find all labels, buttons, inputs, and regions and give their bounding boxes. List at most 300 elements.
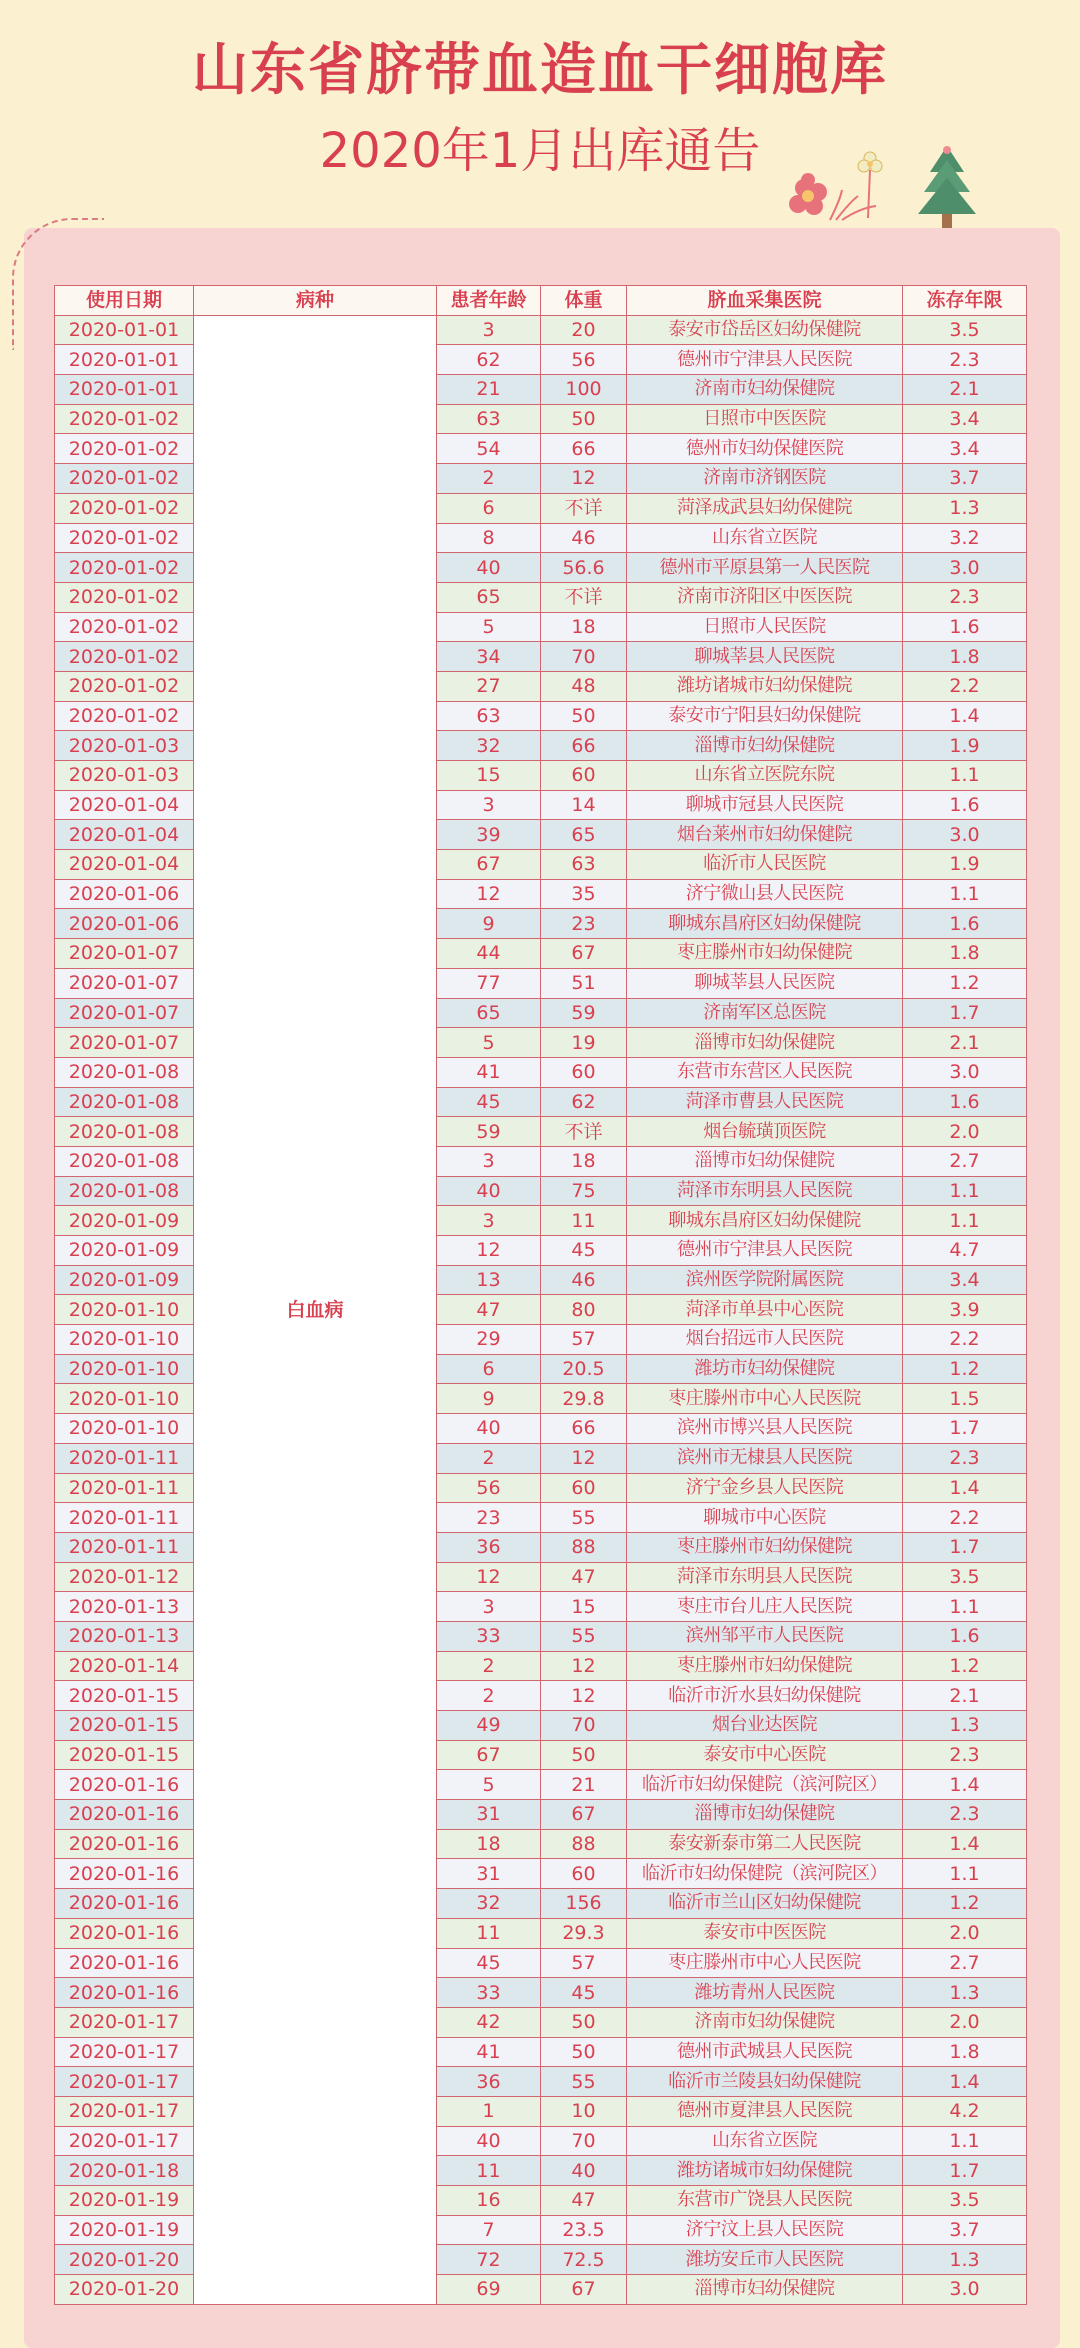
cell-date: 2020-01-16: [55, 1800, 194, 1830]
cell-storage-years: 1.7: [903, 1532, 1027, 1562]
cell-weight: 66: [541, 731, 627, 761]
cell-date: 2020-01-17: [55, 2037, 194, 2067]
cell-weight: 10: [541, 2096, 627, 2126]
cell-hospital: 聊城市中心医院: [627, 1503, 903, 1533]
cell-storage-years: 1.9: [903, 850, 1027, 880]
cell-weight: 45: [541, 1236, 627, 1266]
cell-date: 2020-01-01: [55, 315, 194, 345]
cell-date: 2020-01-02: [55, 671, 194, 701]
cell-age: 3: [437, 1146, 541, 1176]
cell-hospital: 菏泽成武县妇幼保健院: [627, 493, 903, 523]
cell-age: 21: [437, 375, 541, 405]
cell-hospital: 德州市平原县第一人民医院: [627, 553, 903, 583]
cell-storage-years: 3.4: [903, 434, 1027, 464]
cell-weight: 72.5: [541, 2245, 627, 2275]
cell-age: 31: [437, 1800, 541, 1830]
cell-weight: 156: [541, 1889, 627, 1919]
cell-storage-years: 2.1: [903, 375, 1027, 405]
cell-age: 72: [437, 2245, 541, 2275]
cell-hospital: 济宁金乡县人民医院: [627, 1473, 903, 1503]
cell-storage-years: 3.5: [903, 2186, 1027, 2216]
cell-storage-years: 2.0: [903, 2007, 1027, 2037]
cell-weight: 47: [541, 2186, 627, 2216]
cell-storage-years: 1.5: [903, 1384, 1027, 1414]
cell-storage-years: 2.2: [903, 1325, 1027, 1355]
cell-weight: 20: [541, 315, 627, 345]
cell-storage-years: 2.2: [903, 1503, 1027, 1533]
cell-storage-years: 1.2: [903, 1651, 1027, 1681]
cell-weight: 57: [541, 1948, 627, 1978]
cell-age: 33: [437, 1621, 541, 1651]
cell-date: 2020-01-15: [55, 1740, 194, 1770]
cell-age: 40: [437, 1176, 541, 1206]
cell-hospital: 枣庄市台儿庄人民医院: [627, 1592, 903, 1622]
cell-age: 3: [437, 315, 541, 345]
cell-date: 2020-01-02: [55, 553, 194, 583]
cell-age: 9: [437, 1384, 541, 1414]
cell-date: 2020-01-10: [55, 1354, 194, 1384]
cell-date: 2020-01-07: [55, 1028, 194, 1058]
cell-date: 2020-01-02: [55, 582, 194, 612]
cell-hospital: 临沂市妇幼保健院（滨河院区）: [627, 1770, 903, 1800]
cell-date: 2020-01-02: [55, 434, 194, 464]
cell-hospital: 烟台毓璜顶医院: [627, 1117, 903, 1147]
cell-hospital: 日照市中医医院: [627, 404, 903, 434]
cell-date: 2020-01-16: [55, 1918, 194, 1948]
cell-hospital: 淄博市妇幼保健院: [627, 2275, 903, 2305]
cell-date: 2020-01-02: [55, 523, 194, 553]
cell-hospital: 东营市东营区人民医院: [627, 1057, 903, 1087]
cell-storage-years: 1.8: [903, 642, 1027, 672]
cell-hospital: 聊城市冠县人民医院: [627, 790, 903, 820]
cell-age: 32: [437, 1889, 541, 1919]
cell-storage-years: 1.1: [903, 1176, 1027, 1206]
cell-age: 34: [437, 642, 541, 672]
cell-date: 2020-01-09: [55, 1265, 194, 1295]
cell-date: 2020-01-08: [55, 1176, 194, 1206]
cell-weight: 48: [541, 671, 627, 701]
cell-age: 29: [437, 1325, 541, 1355]
cell-age: 23: [437, 1503, 541, 1533]
cell-weight: 67: [541, 939, 627, 969]
cell-hospital: 山东省立医院: [627, 2126, 903, 2156]
cell-date: 2020-01-02: [55, 612, 194, 642]
cell-weight: 23.5: [541, 2215, 627, 2245]
cell-storage-years: 3.4: [903, 1265, 1027, 1295]
cell-hospital: 淄博市妇幼保健院: [627, 1028, 903, 1058]
cell-date: 2020-01-10: [55, 1325, 194, 1355]
cell-hospital: 济南市妇幼保健院: [627, 2007, 903, 2037]
cell-hospital: 日照市人民医院: [627, 612, 903, 642]
cell-age: 56: [437, 1473, 541, 1503]
cell-date: 2020-01-11: [55, 1473, 194, 1503]
cell-hospital: 德州市宁津县人民医院: [627, 345, 903, 375]
cell-age: 45: [437, 1087, 541, 1117]
cell-storage-years: 1.8: [903, 2037, 1027, 2067]
cell-date: 2020-01-04: [55, 850, 194, 880]
cell-age: 3: [437, 1592, 541, 1622]
cell-age: 16: [437, 2186, 541, 2216]
cell-hospital: 聊城莘县人民医院: [627, 968, 903, 998]
cell-storage-years: 1.4: [903, 2067, 1027, 2097]
cell-date: 2020-01-03: [55, 731, 194, 761]
cell-weight: 50: [541, 404, 627, 434]
cell-age: 63: [437, 404, 541, 434]
cell-hospital: 临沂市人民医院: [627, 850, 903, 880]
cell-weight: 12: [541, 464, 627, 494]
cell-weight: 50: [541, 2007, 627, 2037]
cell-weight: 60: [541, 1057, 627, 1087]
cell-age: 69: [437, 2275, 541, 2305]
cell-date: 2020-01-10: [55, 1295, 194, 1325]
cell-storage-years: 1.7: [903, 998, 1027, 1028]
table-row: [55, 315, 1027, 345]
cell-date: 2020-01-12: [55, 1562, 194, 1592]
cell-hospital: 泰安市中心医院: [627, 1740, 903, 1770]
cell-age: 65: [437, 582, 541, 612]
cell-age: 45: [437, 1948, 541, 1978]
cell-storage-years: 2.3: [903, 1740, 1027, 1770]
page-title: 山东省脐带血造血干细胞库: [192, 38, 888, 103]
cell-hospital: 滨州邹平市人民医院: [627, 1621, 903, 1651]
cell-storage-years: 1.9: [903, 731, 1027, 761]
cell-date: 2020-01-08: [55, 1087, 194, 1117]
cell-weight: 51: [541, 968, 627, 998]
cell-hospital: 临沂市妇幼保健院（滨河院区）: [627, 1859, 903, 1889]
cell-weight: 60: [541, 1473, 627, 1503]
cell-storage-years: 1.1: [903, 761, 1027, 791]
cell-hospital: 潍坊安丘市人民医院: [627, 2245, 903, 2275]
cell-hospital: 泰安市中医医院: [627, 1918, 903, 1948]
cell-storage-years: 2.3: [903, 345, 1027, 375]
cell-hospital: 聊城莘县人民医院: [627, 642, 903, 672]
cell-storage-years: 1.1: [903, 2126, 1027, 2156]
cell-age: 6: [437, 493, 541, 523]
cell-hospital: 枣庄滕州市妇幼保健院: [627, 1532, 903, 1562]
cell-age: 44: [437, 939, 541, 969]
cell-date: 2020-01-06: [55, 909, 194, 939]
cell-storage-years: 3.7: [903, 2215, 1027, 2245]
table-header-row: [55, 286, 1027, 316]
cell-storage-years: 3.7: [903, 464, 1027, 494]
cell-weight: 不详: [541, 582, 627, 612]
cell-hospital: 潍坊诸城市妇幼保健院: [627, 2156, 903, 2186]
cell-hospital: 山东省立医院: [627, 523, 903, 553]
cell-date: 2020-01-15: [55, 1681, 194, 1711]
cell-age: 12: [437, 1236, 541, 1266]
cell-age: 47: [437, 1295, 541, 1325]
cell-weight: 56.6: [541, 553, 627, 583]
cell-date: 2020-01-08: [55, 1117, 194, 1147]
cell-age: 59: [437, 1117, 541, 1147]
cell-age: 36: [437, 1532, 541, 1562]
cell-age: 41: [437, 2037, 541, 2067]
cell-hospital: 山东省立医院东院: [627, 761, 903, 791]
outbound-table: [54, 285, 1027, 2305]
cell-age: 67: [437, 1740, 541, 1770]
cell-weight: 55: [541, 2067, 627, 2097]
cell-age: 41: [437, 1057, 541, 1087]
cell-weight: 47: [541, 1562, 627, 1592]
cell-date: 2020-01-11: [55, 1532, 194, 1562]
cell-hospital: 淄博市妇幼保健院: [627, 1800, 903, 1830]
cell-hospital: 东营市广饶县人民医院: [627, 2186, 903, 2216]
cell-weight: 66: [541, 1414, 627, 1444]
cell-storage-years: 3.5: [903, 315, 1027, 345]
cell-date: 2020-01-13: [55, 1592, 194, 1622]
cell-age: 5: [437, 1770, 541, 1800]
cell-hospital: 枣庄滕州市妇幼保健院: [627, 1651, 903, 1681]
cell-weight: 11: [541, 1206, 627, 1236]
cell-hospital: 滨州医学院附属医院: [627, 1265, 903, 1295]
cell-hospital: 枣庄滕州市中心人民医院: [627, 1948, 903, 1978]
cell-age: 32: [437, 731, 541, 761]
cell-weight: 12: [541, 1651, 627, 1681]
cell-storage-years: 1.7: [903, 1414, 1027, 1444]
cell-disease: 白血病: [194, 315, 437, 2304]
cell-date: 2020-01-20: [55, 2275, 194, 2305]
page-subtitle: 2020年1月出库通告: [319, 123, 761, 179]
cell-age: 6: [437, 1354, 541, 1384]
cell-storage-years: 1.3: [903, 1711, 1027, 1741]
cell-date: 2020-01-07: [55, 939, 194, 969]
cell-date: 2020-01-02: [55, 493, 194, 523]
cell-storage-years: 1.7: [903, 2156, 1027, 2186]
cell-date: 2020-01-02: [55, 701, 194, 731]
cell-hospital: 泰安市宁阳县妇幼保健院: [627, 701, 903, 731]
cell-date: 2020-01-17: [55, 2007, 194, 2037]
cell-age: 1: [437, 2096, 541, 2126]
cell-weight: 50: [541, 2037, 627, 2067]
cell-storage-years: 1.4: [903, 1770, 1027, 1800]
cell-weight: 35: [541, 879, 627, 909]
cell-hospital: 枣庄滕州市中心人民医院: [627, 1384, 903, 1414]
cell-storage-years: 3.5: [903, 1562, 1027, 1592]
cell-weight: 15: [541, 1592, 627, 1622]
cell-weight: 70: [541, 2126, 627, 2156]
cell-hospital: 聊城东昌府区妇幼保健院: [627, 1206, 903, 1236]
cell-hospital: 临沂市兰山区妇幼保健院: [627, 1889, 903, 1919]
cell-weight: 19: [541, 1028, 627, 1058]
cell-storage-years: 1.6: [903, 909, 1027, 939]
cell-weight: 不详: [541, 1117, 627, 1147]
cell-age: 12: [437, 879, 541, 909]
cell-weight: 59: [541, 998, 627, 1028]
cell-age: 13: [437, 1265, 541, 1295]
cell-age: 18: [437, 1829, 541, 1859]
cell-hospital: 聊城东昌府区妇幼保健院: [627, 909, 903, 939]
cell-hospital: 济南军区总医院: [627, 998, 903, 1028]
cell-weight: 46: [541, 523, 627, 553]
cell-date: 2020-01-09: [55, 1206, 194, 1236]
cell-hospital: 德州市夏津县人民医院: [627, 2096, 903, 2126]
cell-age: 2: [437, 1443, 541, 1473]
cell-age: 54: [437, 434, 541, 464]
cell-date: 2020-01-19: [55, 2215, 194, 2245]
cell-storage-years: 4.7: [903, 1236, 1027, 1266]
cell-weight: 14: [541, 790, 627, 820]
cell-weight: 67: [541, 1800, 627, 1830]
cell-date: 2020-01-07: [55, 998, 194, 1028]
cell-weight: 46: [541, 1265, 627, 1295]
cell-date: 2020-01-16: [55, 1978, 194, 2008]
cell-age: 3: [437, 790, 541, 820]
cell-weight: 29.8: [541, 1384, 627, 1414]
cell-weight: 29.3: [541, 1918, 627, 1948]
cell-weight: 65: [541, 820, 627, 850]
cell-storage-years: 2.3: [903, 582, 1027, 612]
cell-storage-years: 3.0: [903, 553, 1027, 583]
cell-age: 27: [437, 671, 541, 701]
cell-weight: 56: [541, 345, 627, 375]
cell-hospital: 德州市武城县人民医院: [627, 2037, 903, 2067]
cell-age: 40: [437, 2126, 541, 2156]
cell-hospital: 淄博市妇幼保健院: [627, 731, 903, 761]
cell-storage-years: 1.3: [903, 2245, 1027, 2275]
cell-date: 2020-01-02: [55, 464, 194, 494]
cell-storage-years: 1.1: [903, 1206, 1027, 1236]
cell-date: 2020-01-02: [55, 404, 194, 434]
cell-age: 5: [437, 1028, 541, 1058]
cell-hospital: 枣庄滕州市妇幼保健院: [627, 939, 903, 969]
cell-hospital: 菏泽市单县中心医院: [627, 1295, 903, 1325]
cell-storage-years: 3.0: [903, 1057, 1027, 1087]
cell-age: 15: [437, 761, 541, 791]
cell-hospital: 烟台业达医院: [627, 1711, 903, 1741]
cell-date: 2020-01-17: [55, 2067, 194, 2097]
col-header-weight: 体重: [541, 286, 627, 316]
cell-hospital: 临沂市沂水县妇幼保健院: [627, 1681, 903, 1711]
cell-hospital: 济南市妇幼保健院: [627, 375, 903, 405]
cell-storage-years: 1.4: [903, 1829, 1027, 1859]
cell-storage-years: 2.0: [903, 1117, 1027, 1147]
cell-storage-years: 1.6: [903, 612, 1027, 642]
cell-date: 2020-01-09: [55, 1236, 194, 1266]
cell-date: 2020-01-16: [55, 1889, 194, 1919]
cell-age: 40: [437, 1414, 541, 1444]
cell-weight: 75: [541, 1176, 627, 1206]
cell-hospital: 菏泽市东明县人民医院: [627, 1562, 903, 1592]
col-header-disease: 病种: [194, 286, 437, 316]
cell-age: 40: [437, 553, 541, 583]
col-header-age: 患者年龄: [437, 286, 541, 316]
cell-hospital: 菏泽市曹县人民医院: [627, 1087, 903, 1117]
cell-age: 62: [437, 345, 541, 375]
col-header-storage-years: 冻存年限: [903, 286, 1027, 316]
cell-date: 2020-01-18: [55, 2156, 194, 2186]
cell-date: 2020-01-07: [55, 968, 194, 998]
cell-storage-years: 1.6: [903, 790, 1027, 820]
cell-storage-years: 1.3: [903, 1978, 1027, 2008]
cell-age: 2: [437, 1681, 541, 1711]
cell-hospital: 潍坊诸城市妇幼保健院: [627, 671, 903, 701]
cell-age: 63: [437, 701, 541, 731]
cell-weight: 57: [541, 1325, 627, 1355]
cell-date: 2020-01-16: [55, 1770, 194, 1800]
cell-weight: 80: [541, 1295, 627, 1325]
cell-weight: 12: [541, 1443, 627, 1473]
flower-decoration-icon: [780, 140, 890, 230]
cell-hospital: 济南市济阳区中医医院: [627, 582, 903, 612]
cell-hospital: 临沂市兰陵县妇幼保健院: [627, 2067, 903, 2097]
cell-weight: 12: [541, 1681, 627, 1711]
cell-hospital: 泰安市岱岳区妇幼保健院: [627, 315, 903, 345]
cell-date: 2020-01-20: [55, 2245, 194, 2275]
cell-age: 9: [437, 909, 541, 939]
cell-hospital: 菏泽市东明县人民医院: [627, 1176, 903, 1206]
cell-age: 33: [437, 1978, 541, 2008]
col-header-date: 使用日期: [55, 286, 194, 316]
cell-date: 2020-01-13: [55, 1621, 194, 1651]
cell-hospital: 德州市妇幼保健医院: [627, 434, 903, 464]
cell-weight: 不详: [541, 493, 627, 523]
cell-storage-years: 1.1: [903, 1592, 1027, 1622]
cell-storage-years: 1.6: [903, 1621, 1027, 1651]
cell-storage-years: 2.2: [903, 671, 1027, 701]
cell-date: 2020-01-08: [55, 1057, 194, 1087]
cell-age: 3: [437, 1206, 541, 1236]
cell-weight: 18: [541, 612, 627, 642]
cell-storage-years: 2.7: [903, 1146, 1027, 1176]
cell-age: 12: [437, 1562, 541, 1592]
cell-date: 2020-01-11: [55, 1443, 194, 1473]
cell-age: 49: [437, 1711, 541, 1741]
cell-hospital: 滨州市博兴县人民医院: [627, 1414, 903, 1444]
cell-age: 39: [437, 820, 541, 850]
cell-age: 36: [437, 2067, 541, 2097]
cell-storage-years: 1.1: [903, 1859, 1027, 1889]
cell-hospital: 济宁汶上县人民医院: [627, 2215, 903, 2245]
cell-date: 2020-01-06: [55, 879, 194, 909]
cell-weight: 67: [541, 2275, 627, 2305]
cell-age: 7: [437, 2215, 541, 2245]
cell-weight: 55: [541, 1621, 627, 1651]
cell-storage-years: 3.2: [903, 523, 1027, 553]
col-header-hospital: 脐血采集医院: [627, 286, 903, 316]
cell-hospital: 滨州市无棣县人民医院: [627, 1443, 903, 1473]
cell-date: 2020-01-10: [55, 1414, 194, 1444]
cell-hospital: 泰安新泰市第二人民医院: [627, 1829, 903, 1859]
cell-weight: 18: [541, 1146, 627, 1176]
cell-age: 8: [437, 523, 541, 553]
cell-date: 2020-01-17: [55, 2126, 194, 2156]
cell-storage-years: 1.2: [903, 1354, 1027, 1384]
cell-weight: 70: [541, 642, 627, 672]
cell-date: 2020-01-04: [55, 790, 194, 820]
cell-date: 2020-01-08: [55, 1146, 194, 1176]
cell-date: 2020-01-02: [55, 642, 194, 672]
cell-date: 2020-01-14: [55, 1651, 194, 1681]
table-body: [55, 315, 1027, 2304]
cell-hospital: 烟台莱州市妇幼保健院: [627, 820, 903, 850]
cell-date: 2020-01-01: [55, 345, 194, 375]
cell-date: 2020-01-17: [55, 2096, 194, 2126]
cell-weight: 40: [541, 2156, 627, 2186]
cell-weight: 60: [541, 1859, 627, 1889]
cell-storage-years: 2.1: [903, 1028, 1027, 1058]
cell-weight: 20.5: [541, 1354, 627, 1384]
cell-weight: 63: [541, 850, 627, 880]
cell-date: 2020-01-16: [55, 1859, 194, 1889]
cell-weight: 50: [541, 701, 627, 731]
cell-weight: 70: [541, 1711, 627, 1741]
tree-decoration-icon: [912, 142, 982, 232]
cell-storage-years: 2.3: [903, 1800, 1027, 1830]
cell-weight: 100: [541, 375, 627, 405]
cell-weight: 60: [541, 761, 627, 791]
cell-weight: 62: [541, 1087, 627, 1117]
cell-storage-years: 1.2: [903, 968, 1027, 998]
